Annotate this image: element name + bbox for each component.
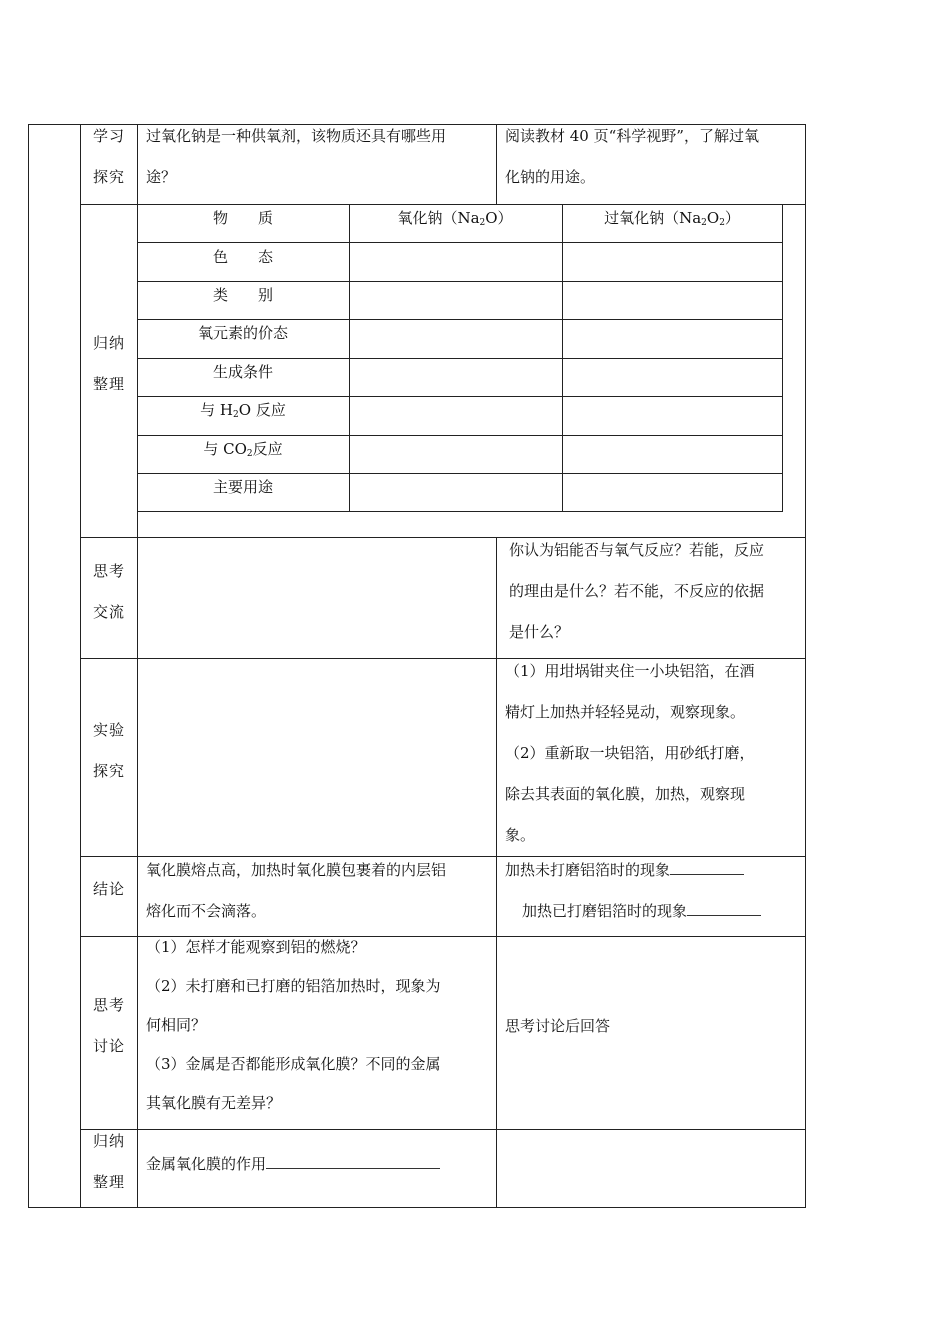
row-label-experiment: 实验 探究 <box>92 721 125 780</box>
row-label-discussion: 思考 讨论 <box>92 996 125 1055</box>
grid-line <box>782 204 783 512</box>
table-row-label: 与 $H_2O$ 反应 <box>200 401 286 420</box>
answer-blank[interactable] <box>266 1156 440 1169</box>
conclusion-observations: 加热未打磨铝箔时的现象 加热已打磨铝箔时的现象 <box>505 850 761 932</box>
study-instruction: 阅读教材 40 页“科学视野”，了解过氧 化钠的用途。 <box>505 127 759 186</box>
answer-blank[interactable] <box>670 862 744 875</box>
table-row-label: 主要用途 <box>212 478 273 496</box>
table-header-na2o2: 过氧化钠$(Na_2O_2)$ <box>604 209 740 228</box>
grid-line <box>137 511 783 512</box>
grid-line <box>28 1207 806 1208</box>
label-line: 学习 <box>92 127 125 145</box>
row-label-summary: 归纳 整理 <box>92 334 125 393</box>
think-question: 你认为铝能否与氧气反应？若能，反应 的理由是什么？若不能，不反应的依据 是什么？ <box>509 541 765 641</box>
grid-line <box>805 124 806 1208</box>
grid-line <box>496 124 497 205</box>
grid-line <box>28 124 29 1208</box>
study-question: 过氧化钠是一种供氧剂，该物质还具有哪些用 途？ <box>146 127 447 186</box>
table-header-substance: 物 质 <box>212 209 273 227</box>
row-label-think: 思考 交流 <box>92 562 125 621</box>
label-line: 探究 <box>92 168 125 186</box>
table-row-label: 类 别 <box>212 286 273 304</box>
answer-blank[interactable] <box>687 903 761 916</box>
discussion-answer: 思考讨论后回答 <box>505 1017 611 1035</box>
experiment-steps: （1）用坩埚钳夹住一小块铝箔，在酒 精灯上加热并轻轻晃动，观察现象。 （2）重新取一块铝箔，用砂纸打磨， 除去其表面的氧化膜，加热，观察现 象。 <box>505 662 755 844</box>
table-row-label: 氧元素的价态 <box>197 324 288 342</box>
row-label-conclusion: 结论 <box>92 880 125 898</box>
grid-line <box>496 537 497 1208</box>
grid-line <box>349 204 350 512</box>
grid-line <box>80 1129 806 1130</box>
table-header-na2o: 氧化钠$(Na_2O)$ <box>397 209 513 228</box>
oxide-film-function: 金属氧化膜的作用 <box>146 1144 440 1185</box>
table-row-label: 生成条件 <box>212 363 273 381</box>
row-label-summary2: 归纳 整理 <box>92 1132 125 1191</box>
row-label-study <box>80 116 138 198</box>
grid-line <box>562 204 563 512</box>
discussion-questions: （1）怎样才能观察到铝的燃烧？ （2）未打磨和已打磨的铝箔加热时，现象为 何相同？ （3）金属是否都能形成氧化膜？不同的金属 其氧化膜有无差异？ <box>146 938 441 1112</box>
conclusion-text: 氧化膜熔点高，加热时氧化膜包裹着的内层铝 熔化而不会滴落。 <box>146 861 447 920</box>
table-row-label: 色 态 <box>212 248 273 266</box>
table-row-label: 与 $CO_2$反应 <box>203 440 283 459</box>
